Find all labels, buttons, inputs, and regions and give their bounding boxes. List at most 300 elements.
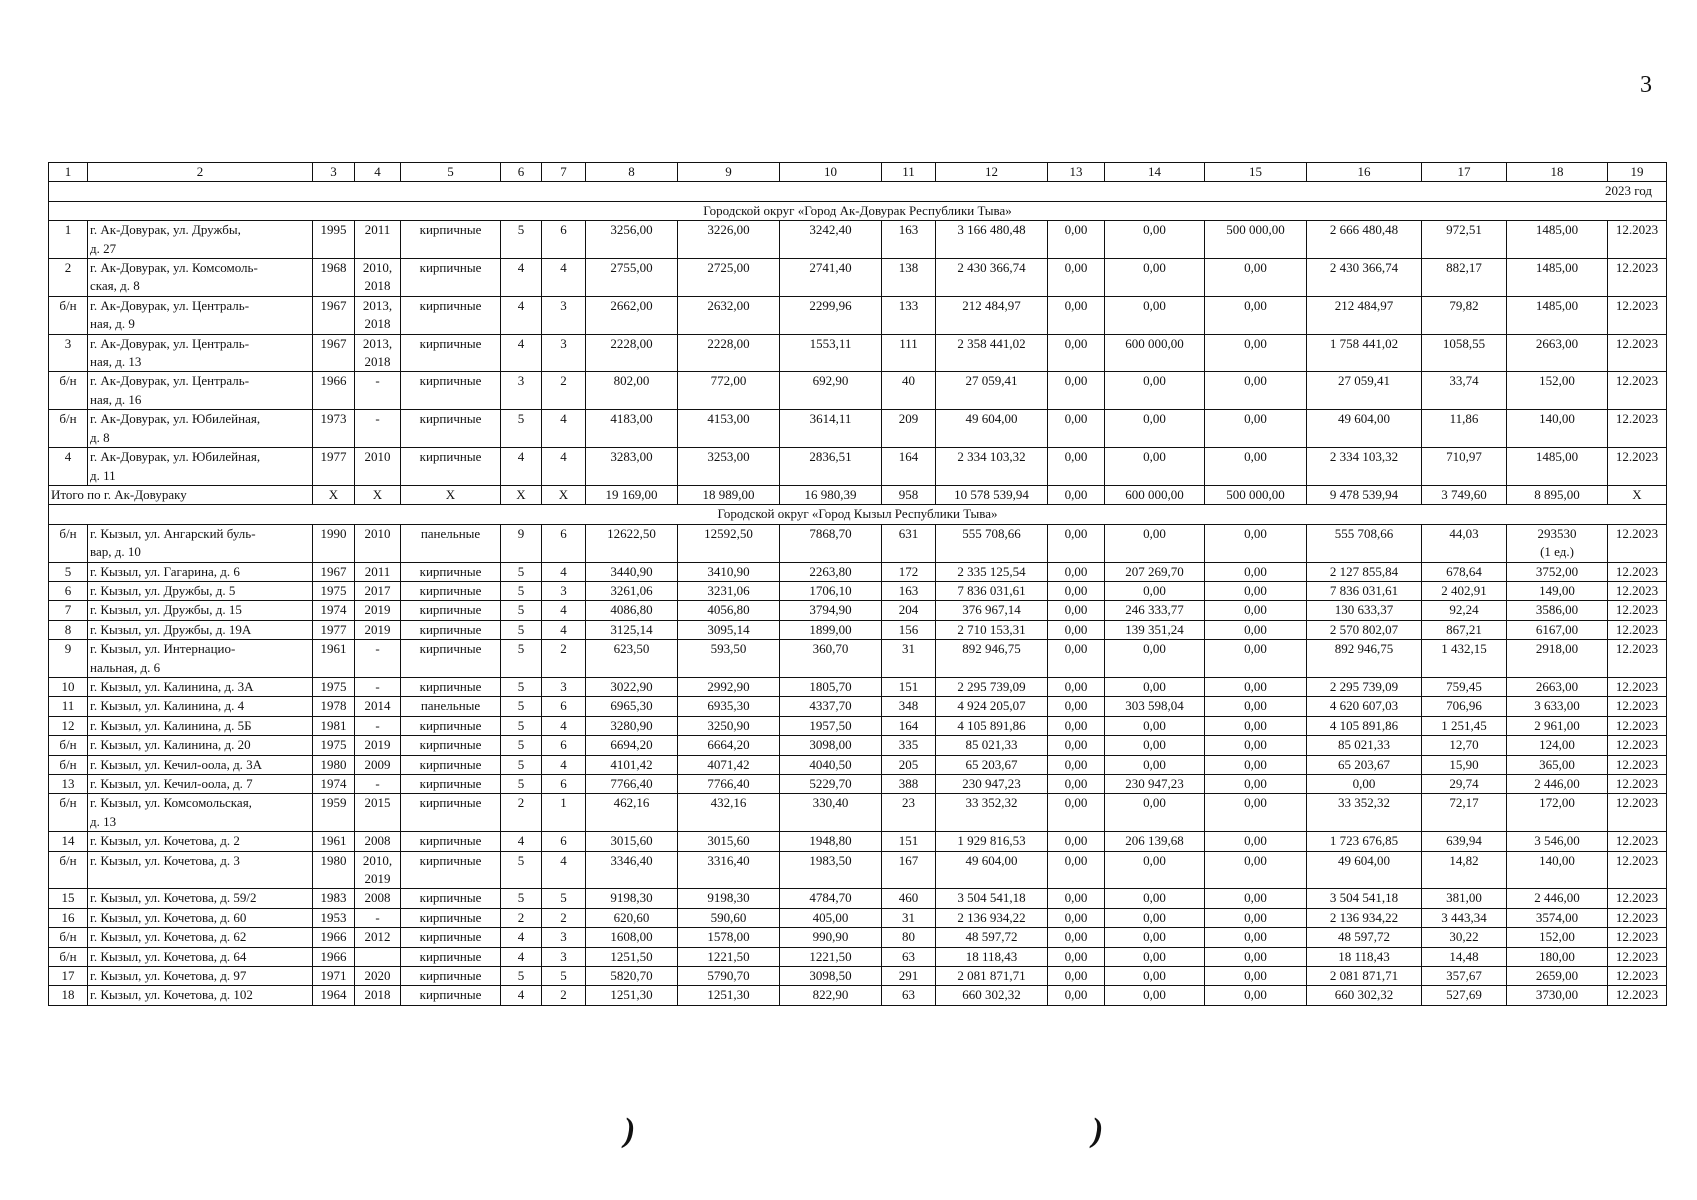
table-cell: 92,24	[1422, 601, 1507, 620]
table-row	[49, 889, 1667, 908]
table-cell: 12.2023	[1608, 851, 1667, 889]
table-cell: кирпичные	[401, 947, 501, 966]
table-cell: 1967	[313, 296, 355, 334]
table-cell: 3250,90	[678, 716, 780, 735]
table-row	[49, 334, 1667, 372]
table-cell: 5	[501, 967, 542, 986]
table-cell: 12.2023	[1608, 967, 1667, 986]
table-cell: 1058,55	[1422, 334, 1507, 372]
total-cell: 18 989,00	[678, 485, 780, 504]
total-cell: X	[313, 485, 355, 504]
table-cell: 3098,50	[780, 967, 882, 986]
table-cell: 4	[501, 296, 542, 334]
table-cell: 4183,00	[586, 410, 678, 448]
table-cell: 6965,30	[586, 697, 678, 716]
table-cell: 6	[49, 581, 88, 600]
table-cell: 3346,40	[586, 851, 678, 889]
address-cell: г. Кызыл, ул. Калинина, д. 20	[88, 736, 313, 755]
table-cell: 2 710 153,31	[936, 620, 1048, 639]
table-cell: 3	[542, 677, 586, 696]
table-cell: 2 961,00	[1507, 716, 1608, 735]
table-cell: 1485,00	[1507, 221, 1608, 259]
table-cell: 0,00	[1105, 928, 1205, 947]
column-number: 7	[542, 163, 586, 182]
table-row	[49, 908, 1667, 927]
table-row	[49, 755, 1667, 774]
table-cell: 9	[501, 524, 542, 562]
table-cell: 2 666 480,48	[1307, 221, 1422, 259]
table-cell: 3574,00	[1507, 908, 1608, 927]
table-cell: 4071,42	[678, 755, 780, 774]
table-cell: 0,00	[1048, 677, 1105, 696]
table-cell: 12.2023	[1608, 640, 1667, 678]
table-cell: 3	[542, 928, 586, 947]
table-cell: 1981	[313, 716, 355, 735]
table-cell: 623,50	[586, 640, 678, 678]
table-cell: 23	[882, 794, 936, 832]
table-cell: б/н	[49, 928, 88, 947]
table-cell: 138	[882, 259, 936, 297]
table-cell: 432,16	[678, 794, 780, 832]
total-cell: X	[501, 485, 542, 504]
section-title-row	[49, 201, 1667, 220]
table-cell: 678,64	[1422, 562, 1507, 581]
table-row	[49, 775, 1667, 794]
table-cell: 7 836 031,61	[936, 581, 1048, 600]
table-cell: 3	[501, 372, 542, 410]
table-cell: 2741,40	[780, 259, 882, 297]
table-cell: 0,00	[1205, 832, 1307, 851]
total-label: Итого по г. Ак-Довураку	[49, 485, 313, 504]
table-cell: кирпичные	[401, 259, 501, 297]
table-cell: 0,00	[1205, 677, 1307, 696]
table-cell: 5	[501, 736, 542, 755]
table-cell: 892 946,75	[1307, 640, 1422, 678]
table-cell: панельные	[401, 524, 501, 562]
table-cell: 0,00	[1048, 259, 1105, 297]
table-row	[49, 562, 1667, 581]
table-cell: 33 352,32	[1307, 794, 1422, 832]
table-cell: 0,00	[1205, 259, 1307, 297]
table-cell: 12.2023	[1608, 296, 1667, 334]
table-cell: 0,00	[1105, 736, 1205, 755]
table-cell: 0,00	[1205, 775, 1307, 794]
table-cell: 0,00	[1205, 908, 1307, 927]
table-cell: 3015,60	[678, 832, 780, 851]
table-cell: 4	[542, 259, 586, 297]
table-cell: 140,00	[1507, 851, 1608, 889]
table-cell: 0,00	[1205, 947, 1307, 966]
table-cell: 5	[501, 410, 542, 448]
table-cell: 1608,00	[586, 928, 678, 947]
table-cell: 2228,00	[678, 334, 780, 372]
table-cell: 1	[49, 221, 88, 259]
table-cell: 405,00	[780, 908, 882, 927]
table-cell: 9	[49, 640, 88, 678]
table-cell: 0,00	[1105, 581, 1205, 600]
table-cell: 12.2023	[1608, 697, 1667, 716]
table-cell: 3614,11	[780, 410, 882, 448]
handwritten-mark: )	[624, 1112, 636, 1149]
table-cell: 6	[542, 524, 586, 562]
table-cell: 12.2023	[1608, 986, 1667, 1005]
table-cell: 0,00	[1048, 410, 1105, 448]
table-cell: 49 604,00	[936, 410, 1048, 448]
table-cell: 0,00	[1105, 221, 1205, 259]
table-cell: б/н	[49, 410, 88, 448]
table-cell: 4	[501, 928, 542, 947]
table-cell: -	[355, 716, 401, 735]
table-cell: кирпичные	[401, 794, 501, 832]
table-cell: 1899,00	[780, 620, 882, 639]
address-cell: г. Кызыл, ул. Комсомольская, д. 13	[88, 794, 313, 832]
table-cell: 6935,30	[678, 697, 780, 716]
table-cell: 2 136 934,22	[936, 908, 1048, 927]
table-cell: 822,90	[780, 986, 882, 1005]
section-title: Городской округ «Город Ак-Довурак Республики Тыва»	[49, 201, 1667, 220]
total-cell: 8 895,00	[1507, 485, 1608, 504]
address-cell: г. Ак-Довурак, ул. Юбилейная, д. 8	[88, 410, 313, 448]
table-cell: 12.2023	[1608, 832, 1667, 851]
table-cell: 12.2023	[1608, 372, 1667, 410]
table-cell: 3 546,00	[1507, 832, 1608, 851]
address-cell: г. Кызыл, ул. Дружбы, д. 19А	[88, 620, 313, 639]
table-cell: 2017	[355, 581, 401, 600]
table-cell: 4	[542, 716, 586, 735]
column-number: 1	[49, 163, 88, 182]
table-cell: 0,00	[1205, 581, 1307, 600]
total-cell: 16 980,39	[780, 485, 882, 504]
table-cell: 0,00	[1205, 794, 1307, 832]
table-cell: 462,16	[586, 794, 678, 832]
table-cell: 291	[882, 967, 936, 986]
table-cell: 12.2023	[1608, 755, 1667, 774]
table-cell: 2010, 2018	[355, 259, 401, 297]
table-cell: 5	[501, 640, 542, 678]
table-cell: 3	[49, 334, 88, 372]
table-cell: 4	[542, 448, 586, 486]
table-cell: 12622,50	[586, 524, 678, 562]
table-cell: 7766,40	[678, 775, 780, 794]
table-cell: 5	[501, 221, 542, 259]
table-cell: 5	[501, 677, 542, 696]
table-cell: 4	[542, 620, 586, 639]
table-cell: 3226,00	[678, 221, 780, 259]
table-cell: 0,00	[1048, 986, 1105, 1005]
table-cell: кирпичные	[401, 372, 501, 410]
table-cell: 0,00	[1105, 677, 1205, 696]
table-cell: 12.2023	[1608, 259, 1667, 297]
table-cell: -	[355, 677, 401, 696]
table-cell: 1966	[313, 947, 355, 966]
table-cell: 6664,20	[678, 736, 780, 755]
table-cell: 205	[882, 755, 936, 774]
table-cell: 4	[542, 410, 586, 448]
table-cell: 3261,06	[586, 581, 678, 600]
table-cell: 3 443,34	[1422, 908, 1507, 927]
table-row	[49, 851, 1667, 889]
total-cell: X	[401, 485, 501, 504]
table-cell: 1975	[313, 677, 355, 696]
table-cell: 2836,51	[780, 448, 882, 486]
table-cell: кирпичные	[401, 755, 501, 774]
table-cell: 0,00	[1105, 986, 1205, 1005]
table-cell: 4	[542, 601, 586, 620]
table-cell: 2 335 125,54	[936, 562, 1048, 581]
table-cell: 660 302,32	[1307, 986, 1422, 1005]
table-cell: 1975	[313, 581, 355, 600]
table-cell: 0,00	[1205, 640, 1307, 678]
address-cell: г. Кызыл, ул. Кочетова, д. 60	[88, 908, 313, 927]
table-cell: 3280,90	[586, 716, 678, 735]
table-cell: -	[355, 372, 401, 410]
column-number: 4	[355, 163, 401, 182]
column-number: 14	[1105, 163, 1205, 182]
table-cell: 2010	[355, 448, 401, 486]
table-cell: 0,00	[1048, 736, 1105, 755]
table-cell: 3253,00	[678, 448, 780, 486]
table-cell: кирпичные	[401, 448, 501, 486]
table-cell: б/н	[49, 372, 88, 410]
total-cell: 0,00	[1048, 485, 1105, 504]
table-cell: 12.2023	[1608, 928, 1667, 947]
table-row	[49, 736, 1667, 755]
table-cell: 5	[501, 851, 542, 889]
table-cell: 49 604,00	[1307, 851, 1422, 889]
column-number: 11	[882, 163, 936, 182]
table-cell: 2 127 855,84	[1307, 562, 1422, 581]
table-cell: 65 203,67	[1307, 755, 1422, 774]
table-cell: 29,74	[1422, 775, 1507, 794]
table-cell: 12.2023	[1608, 908, 1667, 927]
table-cell: 167	[882, 851, 936, 889]
table-cell: 0,00	[1205, 889, 1307, 908]
address-cell: г. Кызыл, ул. Калинина, д. 4	[88, 697, 313, 716]
table-cell: 3095,14	[678, 620, 780, 639]
table-cell: 0,00	[1205, 851, 1307, 889]
table-cell: 0,00	[1048, 851, 1105, 889]
table-cell: 230 947,23	[1105, 775, 1205, 794]
table-cell: кирпичные	[401, 640, 501, 678]
table-cell: 500 000,00	[1205, 221, 1307, 259]
table-cell: 18 118,43	[936, 947, 1048, 966]
table-cell: 212 484,97	[1307, 296, 1422, 334]
table-cell: 2	[542, 986, 586, 1005]
table-cell: 5	[501, 562, 542, 581]
table-cell: 12.2023	[1608, 775, 1667, 794]
table-cell: 2008	[355, 889, 401, 908]
column-number: 6	[501, 163, 542, 182]
table-cell: 867,21	[1422, 620, 1507, 639]
column-number: 12	[936, 163, 1048, 182]
table-cell: 3231,06	[678, 581, 780, 600]
table-cell: 0,00	[1205, 716, 1307, 735]
table-cell: 2013, 2018	[355, 296, 401, 334]
table-cell: 1251,30	[586, 986, 678, 1005]
column-number: 18	[1507, 163, 1608, 182]
table-cell: кирпичные	[401, 851, 501, 889]
table-cell: 593,50	[678, 640, 780, 678]
table-cell: 2228,00	[586, 334, 678, 372]
table-cell: 4	[542, 851, 586, 889]
table-cell: 3316,40	[678, 851, 780, 889]
address-cell: г. Кызыл, ул. Кочетова, д. 62	[88, 928, 313, 947]
table-cell: 10	[49, 677, 88, 696]
table-cell: 151	[882, 832, 936, 851]
section-title-row	[49, 505, 1667, 524]
table-row	[49, 620, 1667, 639]
table-row	[49, 716, 1667, 735]
table-cell: 163	[882, 581, 936, 600]
table-cell: 207 269,70	[1105, 562, 1205, 581]
column-number: 13	[1048, 163, 1105, 182]
column-number: 9	[678, 163, 780, 182]
total-cell: 10 578 539,94	[936, 485, 1048, 504]
table-cell: 0,00	[1205, 620, 1307, 639]
table-cell: 3794,90	[780, 601, 882, 620]
table-cell: 1706,10	[780, 581, 882, 600]
address-cell: г. Кызыл, ул. Кочетова, д. 64	[88, 947, 313, 966]
table-cell: 0,00	[1105, 640, 1205, 678]
table-row	[49, 448, 1667, 486]
table-cell: 1221,50	[780, 947, 882, 966]
table-cell: кирпичные	[401, 296, 501, 334]
table-cell: 12.2023	[1608, 620, 1667, 639]
table-cell: 0,00	[1048, 640, 1105, 678]
table-cell: 706,96	[1422, 697, 1507, 716]
table-cell: 31	[882, 908, 936, 927]
table-cell: 1990	[313, 524, 355, 562]
table-cell: 4	[501, 259, 542, 297]
table-cell: 12.2023	[1608, 947, 1667, 966]
table-cell: 2 430 366,74	[936, 259, 1048, 297]
table-cell: 0,00	[1105, 448, 1205, 486]
address-cell: г. Ак-Довурак, ул. Централь- ная, д. 13	[88, 334, 313, 372]
table-cell: 12.2023	[1608, 736, 1667, 755]
table-cell: 0,00	[1105, 851, 1205, 889]
table-cell: 2 081 871,71	[1307, 967, 1422, 986]
table-cell: 3	[542, 334, 586, 372]
table-cell: 555 708,66	[936, 524, 1048, 562]
table-cell: 0,00	[1048, 296, 1105, 334]
table-cell: 48 597,72	[1307, 928, 1422, 947]
table-cell: 151	[882, 677, 936, 696]
table-cell: 2019	[355, 620, 401, 639]
table-cell: 5	[501, 716, 542, 735]
table-cell: кирпичные	[401, 221, 501, 259]
table-cell: 0,00	[1048, 908, 1105, 927]
table-cell: 0,00	[1048, 755, 1105, 774]
table-cell: 12.2023	[1608, 448, 1667, 486]
table-cell: 0,00	[1205, 736, 1307, 755]
table-cell: 2010	[355, 524, 401, 562]
table-cell: 2632,00	[678, 296, 780, 334]
table-row	[49, 832, 1667, 851]
table-cell: 2	[542, 372, 586, 410]
table-cell: 1980	[313, 851, 355, 889]
table-cell: 5	[542, 889, 586, 908]
table-cell: кирпичные	[401, 967, 501, 986]
table-cell: кирпичные	[401, 334, 501, 372]
table-cell: 31	[882, 640, 936, 678]
table-cell: 12.2023	[1608, 221, 1667, 259]
table-cell: 12.2023	[1608, 334, 1667, 372]
table-cell: кирпичные	[401, 775, 501, 794]
table-cell: 33,74	[1422, 372, 1507, 410]
table-cell: 5	[501, 755, 542, 774]
total-row	[49, 485, 1667, 504]
table-cell: 49 604,00	[1307, 410, 1422, 448]
table-cell: 0,00	[1048, 620, 1105, 639]
table-cell: 0,00	[1105, 755, 1205, 774]
table-cell: 4056,80	[678, 601, 780, 620]
table-cell: 6694,20	[586, 736, 678, 755]
table-cell: 2263,80	[780, 562, 882, 581]
table-cell: б/н	[49, 755, 88, 774]
table-cell: 156	[882, 620, 936, 639]
table-cell: 2663,00	[1507, 334, 1608, 372]
table-cell: 4	[49, 448, 88, 486]
table-cell: 49 604,00	[936, 851, 1048, 889]
table-cell: 12.2023	[1608, 581, 1667, 600]
table-cell: 692,90	[780, 372, 882, 410]
year-label: 2023 год	[49, 182, 1667, 201]
table-cell: 2020	[355, 967, 401, 986]
column-number: 17	[1422, 163, 1507, 182]
table-cell: 348	[882, 697, 936, 716]
table-cell: 0,00	[1105, 716, 1205, 735]
table-cell: 2	[501, 794, 542, 832]
table-cell: 0,00	[1105, 524, 1205, 562]
table-cell: 590,60	[678, 908, 780, 927]
table-cell: 6	[542, 775, 586, 794]
table-cell: 0,00	[1205, 296, 1307, 334]
table-cell: 5	[542, 967, 586, 986]
table-cell: кирпичные	[401, 832, 501, 851]
table-cell: 0,00	[1205, 410, 1307, 448]
total-cell: 3 749,60	[1422, 485, 1507, 504]
table-cell: 0,00	[1048, 794, 1105, 832]
table-cell: 1974	[313, 775, 355, 794]
table-cell	[355, 947, 401, 966]
table-cell: 2 136 934,22	[1307, 908, 1422, 927]
table-cell: кирпичные	[401, 620, 501, 639]
table-cell: 802,00	[586, 372, 678, 410]
table-cell: 4	[501, 947, 542, 966]
address-cell: г. Кызыл, ул. Кочетова, д. 3	[88, 851, 313, 889]
table-cell: 0,00	[1205, 697, 1307, 716]
table-cell: 1968	[313, 259, 355, 297]
table-cell: 5229,70	[780, 775, 882, 794]
table-cell: 1959	[313, 794, 355, 832]
table-cell: 40	[882, 372, 936, 410]
table-cell: 9198,30	[586, 889, 678, 908]
table-cell: 4 105 891,86	[1307, 716, 1422, 735]
table-cell: б/н	[49, 947, 88, 966]
table-cell: 2918,00	[1507, 640, 1608, 678]
table-cell: 0,00	[1048, 221, 1105, 259]
table-cell: 27 059,41	[1307, 372, 1422, 410]
table-cell: 0,00	[1048, 601, 1105, 620]
table-cell: 6	[542, 832, 586, 851]
table-cell: 1251,50	[586, 947, 678, 966]
table-cell: 3242,40	[780, 221, 882, 259]
table-cell: 15,90	[1422, 755, 1507, 774]
table-cell: 2 358 441,02	[936, 334, 1048, 372]
table-cell: 12.2023	[1608, 794, 1667, 832]
table-cell: 14,82	[1422, 851, 1507, 889]
table-cell: кирпичные	[401, 601, 501, 620]
